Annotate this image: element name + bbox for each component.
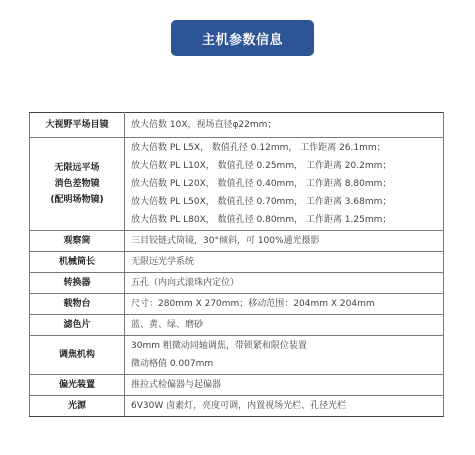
title-banner xyxy=(0,20,475,56)
row-label xyxy=(30,138,125,231)
row-label xyxy=(30,252,125,273)
page-title: 主机参数信息 xyxy=(171,20,314,56)
table-row xyxy=(30,315,444,336)
table-row xyxy=(30,113,444,138)
row-value-line: 蓝、黄、绿、磨砂 xyxy=(131,320,204,330)
row-label-line: (配明场物镜) xyxy=(50,195,104,205)
row-label-line: 消色差物镜 xyxy=(54,179,100,189)
row-label-line: 光源 xyxy=(67,401,86,411)
table-row xyxy=(30,375,444,396)
row-label-line: 偏光装置 xyxy=(58,380,95,390)
row-value-line: 微动格值 0.007mm xyxy=(131,359,214,369)
table-row xyxy=(30,336,444,375)
row-value xyxy=(125,315,444,336)
row-label-line: 机械筒长 xyxy=(58,257,95,267)
row-value xyxy=(125,113,444,138)
row-value xyxy=(125,138,444,231)
row-label xyxy=(30,294,125,315)
row-label-line: 无限远平场 xyxy=(54,163,100,173)
row-label-line: 观察筒 xyxy=(63,236,91,246)
row-value-line: 五孔（内向式滚珠内定位） xyxy=(131,278,240,288)
table-row xyxy=(30,396,444,417)
row-value xyxy=(125,273,444,294)
row-value xyxy=(125,252,444,273)
row-label xyxy=(30,315,125,336)
row-value xyxy=(125,294,444,315)
row-label xyxy=(30,336,125,375)
row-value xyxy=(125,336,444,375)
row-value-line: 放大倍数 PL L10X， 数值孔径 0.25mm， 工作距离 20.2mm； xyxy=(131,161,392,171)
row-value-line: 尺寸：280mm X 270mm；移动范围：204mm X 204mm xyxy=(131,299,375,309)
row-label-line: 调焦机构 xyxy=(58,350,95,360)
row-value xyxy=(125,396,444,417)
spec-table-body xyxy=(30,113,444,417)
row-value xyxy=(125,231,444,252)
row-label xyxy=(30,231,125,252)
row-value-line: 30mm 粗微动同轴调焦，带锁紧和限位装置 xyxy=(131,341,307,351)
row-label-line: 转换器 xyxy=(63,278,91,288)
table-row xyxy=(30,252,444,273)
row-label xyxy=(30,113,125,138)
table-row xyxy=(30,294,444,315)
row-value-line: 放大倍数 PL L80X， 数值孔径 0.80mm， 工作距离 1.25mm； xyxy=(131,215,392,225)
row-label xyxy=(30,396,125,417)
row-value-line: 三目铰链式筒镜，30°倾斜，可 100%通光摄影 xyxy=(131,236,320,246)
row-value-line: 无限远光学系统 xyxy=(131,257,195,267)
row-value-line: 推拉式检偏器与起偏器 xyxy=(131,380,222,390)
row-value-line: 放大倍数 PL L50X， 数值孔径 0.70mm， 工作距离 3.68mm； xyxy=(131,197,392,207)
row-value-line: 放大倍数 PL L20X， 数值孔径 0.40mm， 工作距离 8.80mm； xyxy=(131,179,392,189)
row-label-line: 滤色片 xyxy=(63,320,91,330)
row-label-line: 载物台 xyxy=(63,299,91,309)
row-label xyxy=(30,273,125,294)
row-label-line: 大视野平场目镜 xyxy=(45,120,109,130)
table-row xyxy=(30,273,444,294)
spec-table xyxy=(29,112,444,417)
row-value-line: 放大倍数 PL L5X， 数值孔径 0.12mm， 工作距离 26.1mm； xyxy=(131,143,386,153)
row-value-line: 6V30W 卤素灯，亮度可调，内置视场光栏、孔径光栏 xyxy=(131,401,347,411)
table-row xyxy=(30,231,444,252)
table-row xyxy=(30,138,444,231)
row-label xyxy=(30,375,125,396)
row-value xyxy=(125,375,444,396)
row-value-line: 放大倍数 10X，视场直径φ22mm； xyxy=(131,120,277,130)
